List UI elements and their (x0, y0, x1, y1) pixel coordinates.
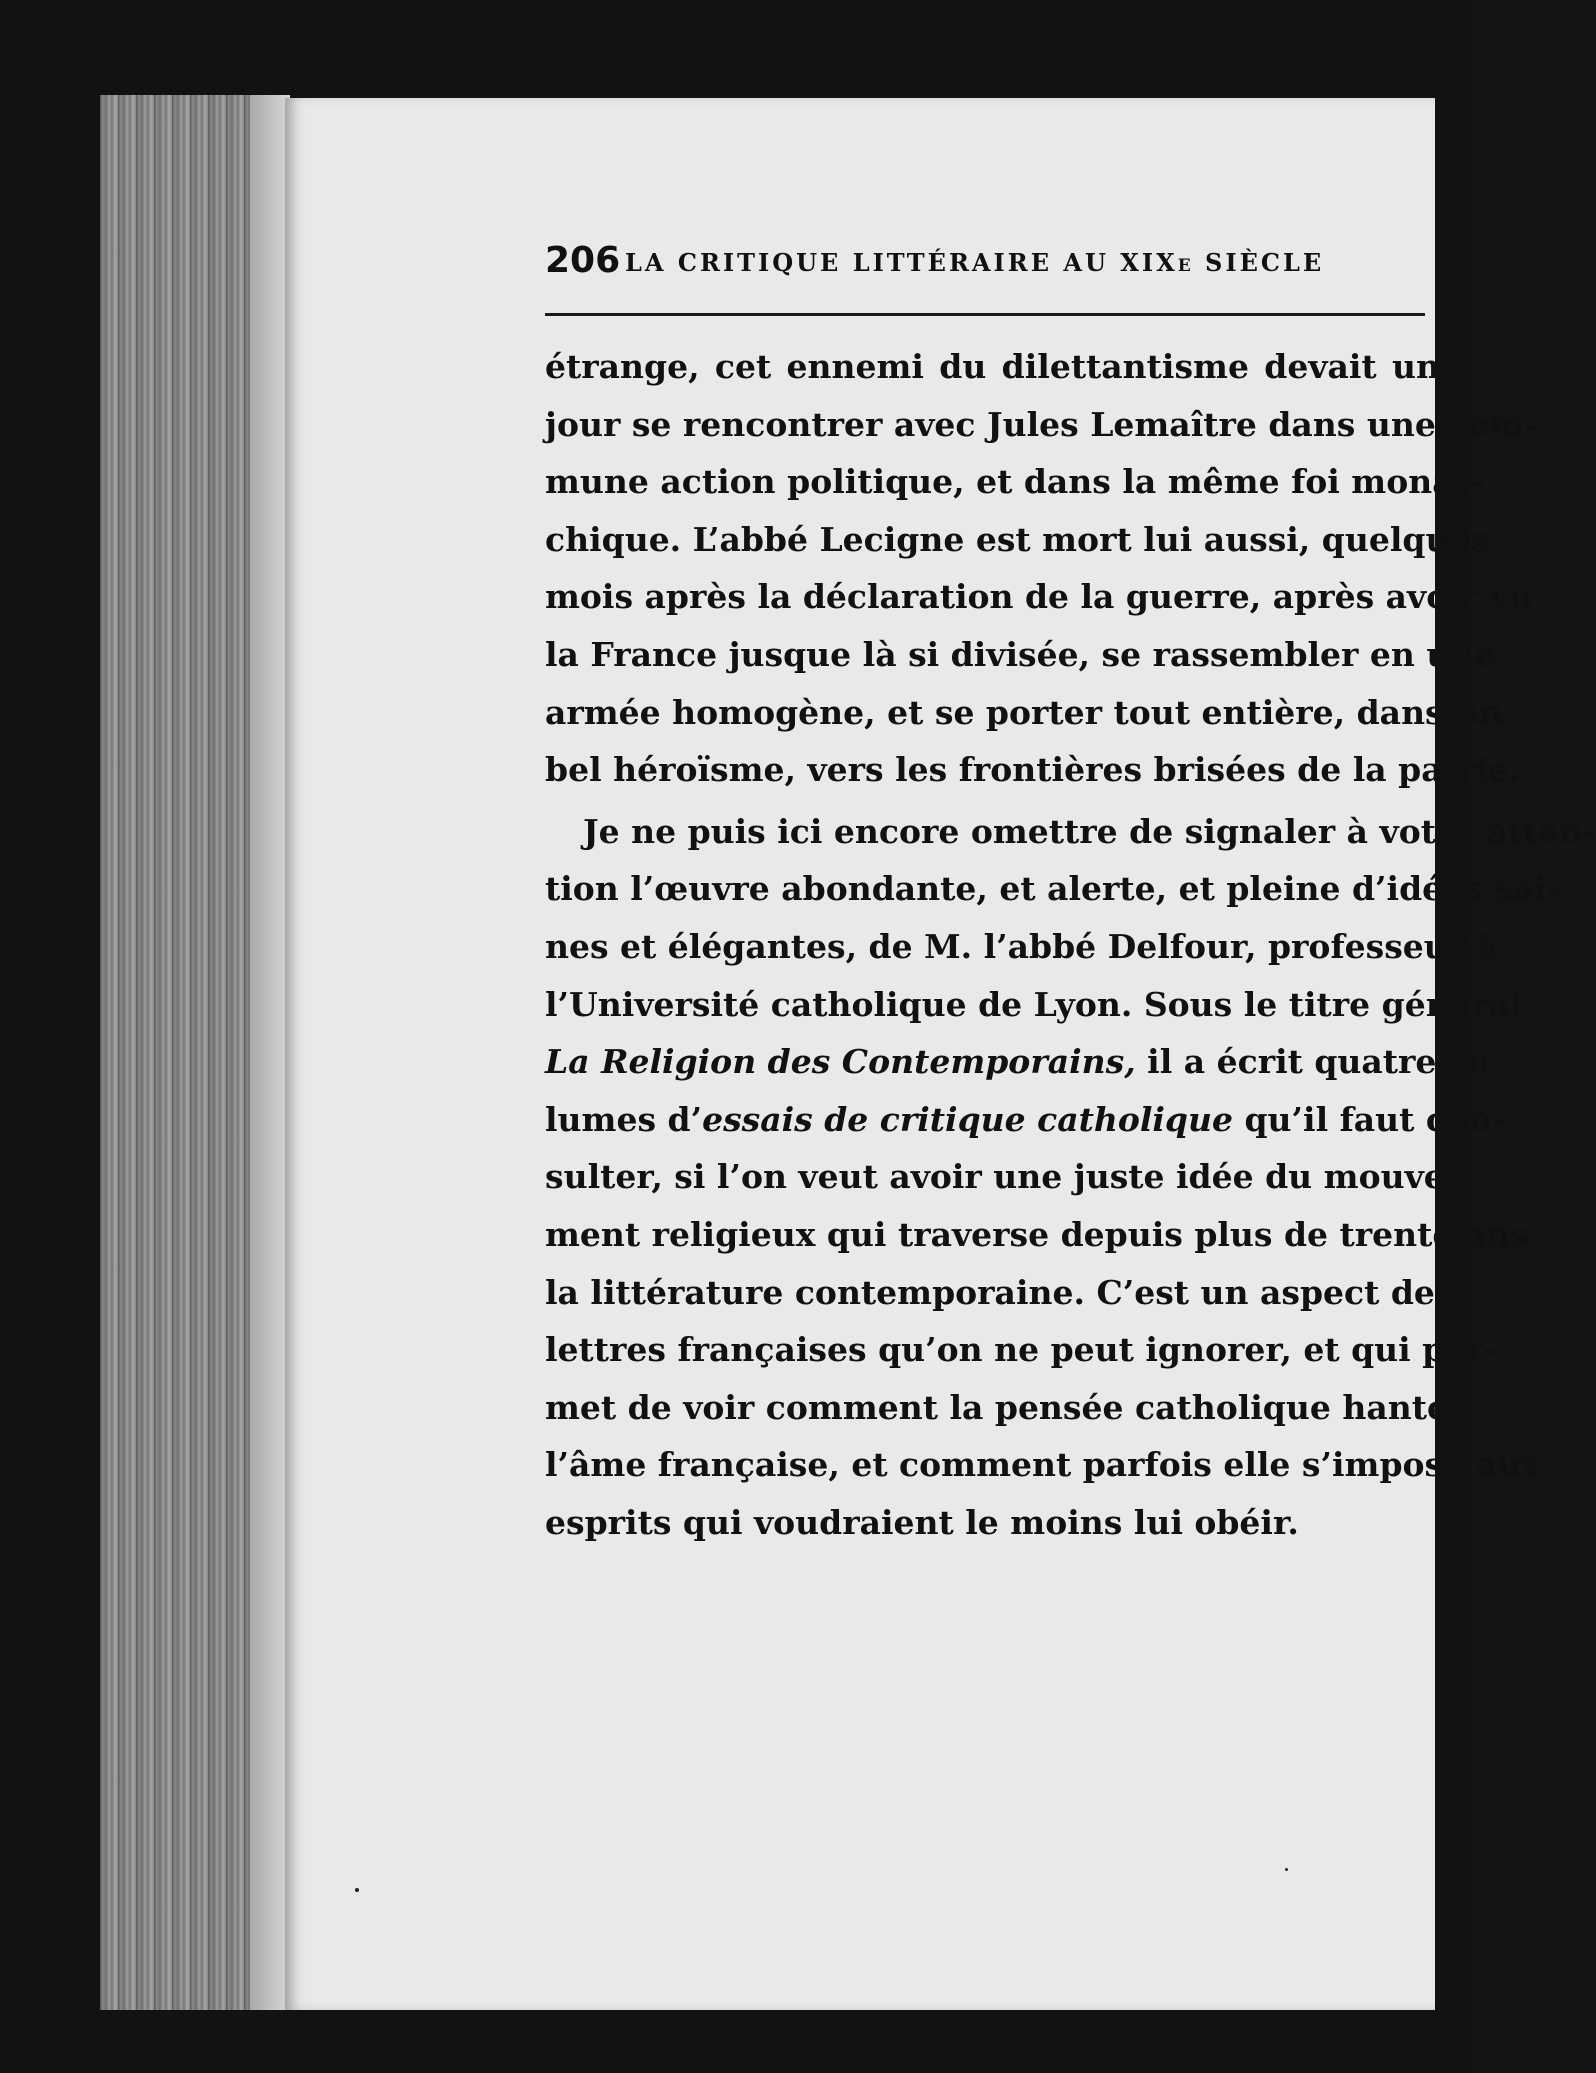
text-line: mois après la déclaration de la guerre, après avoir vu (545, 577, 1533, 617)
text-line: bel héroïsme, vers les frontières brisées de la patrie. (545, 750, 1521, 790)
text-fragment: il a écrit quatre vo- (1135, 1042, 1503, 1082)
paragraph-1 (545, 338, 1539, 799)
text-line: tion l’œuvre abondante, et alerte, et pleine d’idées sai- (545, 869, 1561, 909)
text-line: étrange, cet ennemi du dilettantisme devait un (545, 347, 1440, 386)
page-header (545, 240, 1435, 310)
text-line: la littérature contemporaine. C’est un aspect des (545, 1272, 1454, 1312)
text-line (545, 1033, 1503, 1091)
scan-speck (1285, 1868, 1288, 1871)
text-line: esprits qui voudraient le moins lui obéir. (545, 1502, 1299, 1542)
text-line: chique. L’abbé Lecigne est mort lui aussi, quelques (545, 519, 1490, 559)
header-rule (545, 313, 1425, 316)
page-sheet (285, 98, 1596, 2010)
text-line: sulter, si l’on veut avoir une juste idée du mouve- (545, 1157, 1459, 1197)
text-line: mune action politique, et dans la même foi monar- (545, 462, 1485, 502)
text-line: la France jusque là si divisée, se rassembler en une (545, 634, 1496, 674)
text-line: lettres françaises qu’on ne peut ignorer, et qui per- (545, 1330, 1498, 1370)
body-text (545, 338, 1596, 1551)
text-fragment: qu’il faut con- (1232, 1099, 1506, 1139)
text-line: jour se rencontrer avec Jules Lemaître dans une com- (545, 404, 1539, 444)
text-line: Je ne puis ici encore omettre de signaler à votre atten- (583, 811, 1596, 851)
essay-title-italic: essais de critique catholique (702, 1099, 1233, 1139)
text-line: nes et élégantes, de M. l’abbé Delfour, professeur à (545, 926, 1499, 966)
running-title: LA CRITIQUE LITTÉRAIRE AU XIXe SIÈCLE (625, 248, 1325, 277)
page-number: 206 (545, 240, 621, 281)
text-fragment: lumes d’ (545, 1099, 703, 1139)
book-page-edges (100, 95, 290, 2010)
text-line: l’âme française, et comment parfois elle s’impose aux (545, 1445, 1541, 1485)
text-line: armée homogène, et se porter tout entière, dans un (545, 692, 1504, 732)
scan-speck (355, 1888, 359, 1892)
paragraph-2 (545, 803, 1596, 1552)
text-line: l’Université catholique de Lyon. Sous le titre général (545, 984, 1522, 1024)
text-line: met de voir comment la pensée catholique hante (545, 1387, 1448, 1427)
book-title-italic: La Religion des Contemporains, (545, 1042, 1136, 1082)
text-line (545, 1091, 1506, 1149)
text-line: ment religieux qui traverse depuis plus de trente ans (545, 1214, 1529, 1254)
